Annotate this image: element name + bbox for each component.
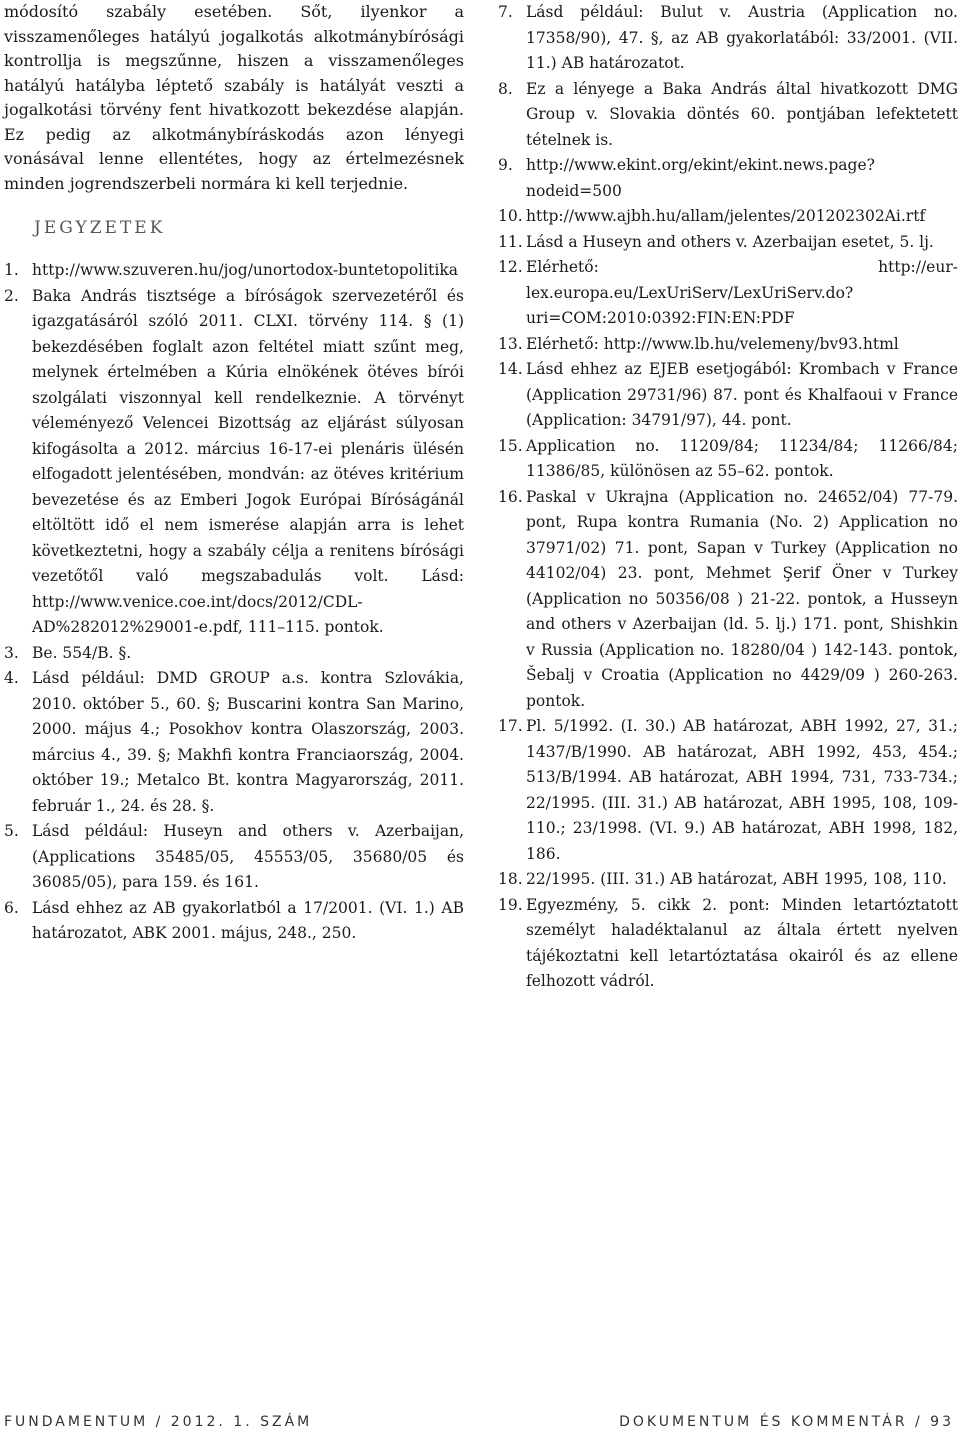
notes-heading: JEGYZETEK bbox=[34, 218, 166, 238]
footnote-text: Lásd ehhez az EJEB esetjogából: Krombach v France (Application 29731/96) 87. pont és Khalfaoui v France (Application: 34791/97), 44. pont. bbox=[526, 360, 958, 429]
footnote-number: 7. bbox=[498, 3, 513, 21]
footnote-number: 17. bbox=[498, 717, 523, 735]
footnote-text: Pl. 5/1992. (I. 30.) AB határozat, ABH 1992, 27, 31.; 1437/B/1990. AB határozat, ABH 1992, 453, 454.; 513/B/1994. AB határozat, ABH 1994, 731, 733-734.; 22/1995. (III. 31.) AB határozat, ABH 1995, 108, 109-110.; 23/1998. (VI. 9.) AB határozat, ABH 1998, 182, 186. bbox=[526, 717, 958, 863]
footnote-text: Elérhető: http://www.lb.hu/velemeny/bv93.html bbox=[526, 334, 899, 353]
footnote-text: Paskal v Ukrajna (Application no. 24652/04) 77-79. pont, Rupa kontra Rumania (No. 2) Application no 37971/02) 71. pont, Sapan v Turkey (Application no 44102/04) 23. pont, Mehmet Şerif Öner v Turkey (Application no 50356/08 ) 21-22. pontok, a Husseyn and others v Azerbaijan (ld. 5. lj.) 171. pont, Shishkin v Russia (Application no. 18280/04 ) 142-143. pontok, Šebalj v Croatia (Application no 4429/09 ) 260-263. pontok. bbox=[526, 487, 958, 710]
footnote-text: Egyezmény, 5. cikk 2. pont: Minden letartóztatott személyt haladéktalanul az általa értett nyelven tájékoztatni kell letartóztatása okairól és az ellene felhozott vádról. bbox=[526, 895, 958, 990]
footnote-item bbox=[498, 357, 958, 434]
footnote-text: Application no. 11209/84; 11234/84; 11266/84; 11386/85, különösen az 55–62. pontok. bbox=[526, 436, 958, 480]
right-column bbox=[498, 0, 958, 995]
footnote-text: Elérhető: http://eur-lex.europa.eu/LexUriServ/LexUriServ.do?uri=COM:2010:0392:FIN:EN:PDF bbox=[526, 258, 958, 327]
footnote-item bbox=[4, 666, 464, 819]
notes-list-right bbox=[498, 0, 958, 995]
footnote-item bbox=[498, 434, 958, 485]
footnote-text: http://www.szuveren.hu/jog/unortodox-buntetopolitika bbox=[32, 261, 458, 279]
footnote-text: Lásd ehhez az AB gyakorlatból a 17/2001. (VI. 1.) AB határozatot, ABK 2001. május, 248., 250. bbox=[32, 898, 464, 942]
footnote-number: 3. bbox=[4, 643, 19, 662]
footnote-number: 19. bbox=[498, 895, 523, 914]
left-column bbox=[4, 0, 464, 947]
footnote-number: 13. bbox=[498, 334, 523, 353]
footnote-number: 4. bbox=[4, 669, 19, 687]
footnote-item bbox=[498, 714, 958, 867]
footnote-text: Be. 554/B. §. bbox=[32, 643, 132, 662]
footnote-number: 8. bbox=[498, 79, 513, 98]
footnote-number: 9. bbox=[498, 156, 513, 174]
footnote-item bbox=[4, 896, 464, 947]
footnote-text: Lásd például: DMD GROUP a.s. kontra Szlovákia, 2010. október 5., 60. §; Buscarini kontra San Marino, 2000. május 4.; Posokhov kontra Olaszország, 2003. március 4., 39. §; Makhfi kontra Franciaország, 2004. október 19.; Metalco Bt. kontra Magyarország, 2011. február 1., 24. és 28. §. bbox=[32, 669, 464, 815]
footnote-text: Baka András tisztsége a bíróságok szervezetéről és igazgatásáról szóló 2011. CLXI. törvény 114. § (1) bekezdésében foglalt azon feltétel miatt szűnt meg, melynek értelmében a Kúria elnökének ötéves bírói szolgálati viszonnyal kell rendelkeznie. A törvényt véleményező Velencei Bizottság az eljárást súlyosan kifogásolta a 2012. március 16-17-ei plenáris ülésén elfogadott jelentésében, mondván: az ötéves kritérium bevezetése és az Emberi Jogok Európai Bíróságánál eltöltött idő el nem ismerése alapján arra is lehet következtetni, hogy a szabály célja a renitens bírósági vezetőtől való megszabadulás volt. Lásd: http://www.venice.coe.int/docs/2012/CDL-AD%282012%29001-e.pdf, 111–115. pontok. bbox=[32, 286, 464, 636]
footer-section-page: DOKUMENTUM ÉS KOMMENTÁR / 93 bbox=[619, 1414, 954, 1430]
footnote-text: 22/1995. (III. 31.) AB határozat, ABH 1995, 108, 110. bbox=[526, 870, 947, 888]
footnote-number: 18. bbox=[498, 870, 523, 888]
footnote-number: 15. bbox=[498, 436, 523, 455]
footnote-number: 6. bbox=[4, 898, 19, 917]
footnote-item bbox=[498, 77, 958, 154]
footnote-item bbox=[498, 867, 958, 893]
footnote-item bbox=[498, 153, 958, 204]
footnote-item bbox=[498, 485, 958, 715]
footnote-number: 14. bbox=[498, 360, 523, 378]
footnote-number: 1. bbox=[4, 261, 19, 279]
footnote-number: 11. bbox=[498, 232, 523, 251]
footnote-item bbox=[498, 204, 958, 230]
footnote-text: http://www.ekint.org/ekint/ekint.news.page?nodeid=500 bbox=[526, 156, 875, 200]
footnote-text: http://www.ajbh.hu/allam/jelentes/201202302Ai.rtf bbox=[526, 207, 926, 225]
footnote-text: Lásd például: Huseyn and others v. Azerbaijan, (Applications 35485/05, 45553/05, 35680/05 és 36085/05), para 159. és 161. bbox=[32, 822, 464, 891]
footnote-item bbox=[4, 819, 464, 896]
footnote-item bbox=[4, 641, 464, 667]
footnote-text: Lásd a Huseyn and others v. Azerbaijan esetet, 5. lj. bbox=[526, 232, 934, 251]
footnote-item bbox=[4, 284, 464, 641]
footnote-item bbox=[498, 255, 958, 332]
footnote-number: 10. bbox=[498, 207, 523, 225]
notes-list-left bbox=[4, 258, 464, 947]
footer-journal: FUNDAMENTUM / 2012. 1. SZÁM bbox=[4, 1414, 313, 1430]
footnote-number: 16. bbox=[498, 487, 523, 506]
footnote-number: 12. bbox=[498, 258, 523, 276]
body-paragraph: módosító szabály esetében. Sőt, ilyenkor a visszamenőleges hatályú jogalkotás alkotmánybírósági kontrollja is megszűnne, hiszen a visszamenőleges hatályú hatályba léptető szabály is hatályát veszti a jogalkotási törvény fent hivatkozott bekezdése alapján. Ez pedig az alkotmánybíráskodás azon lényegi vonásával lenne ellentétes, hogy az értelmezésnek minden jogrendszerbeli normára ki kell terjednie. bbox=[4, 2, 464, 193]
footnote-item bbox=[498, 0, 958, 77]
footnote-number: 2. bbox=[4, 286, 19, 305]
footnote-number: 5. bbox=[4, 822, 19, 840]
footnote-item bbox=[498, 230, 958, 256]
footnote-text: Lásd például: Bulut v. Austria (Application no. 17358/90), 47. §, az AB gyakorlatából: 33/2001. (VII. 11.) AB határozatot. bbox=[526, 3, 958, 72]
footnote-item bbox=[498, 332, 958, 358]
footnote-text: Ez a lényege a Baka András által hivatkozott DMG Group v. Slovakia döntés 60. pontjában lefektetett tételnek is. bbox=[526, 79, 958, 149]
footnote-item bbox=[498, 893, 958, 995]
footnote-item bbox=[4, 258, 464, 284]
